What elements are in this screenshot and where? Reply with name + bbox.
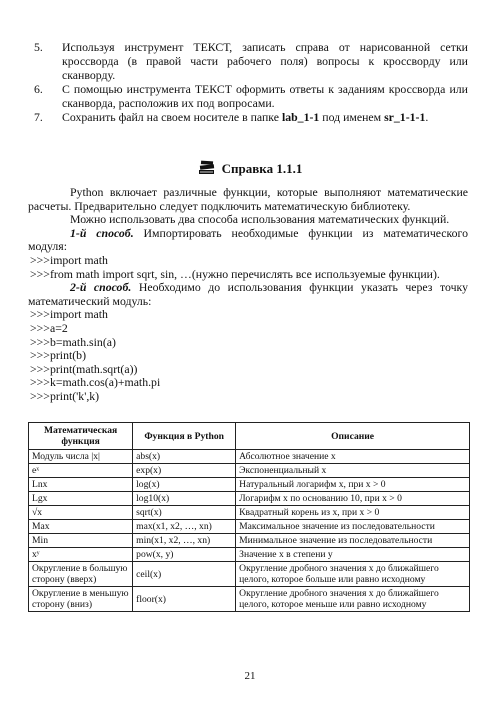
- table-row: [29, 450, 470, 464]
- table-row: [29, 464, 470, 478]
- folder-name: lab_1-1: [281, 110, 320, 124]
- method-1-paragraph: [28, 227, 468, 254]
- code-line: >>>print(b): [30, 348, 86, 363]
- table-cell: sqrt(x): [133, 506, 236, 520]
- code-line: >>>b=math.sin(a): [30, 334, 116, 349]
- table-cell: eˣ: [29, 464, 133, 478]
- table-cell: exp(x): [133, 464, 236, 478]
- step-text: [62, 110, 468, 124]
- method-text: Необходимо до использования функции указать через точку математический модуль:: [28, 280, 468, 308]
- step-number: 7.: [34, 110, 43, 124]
- table-row: [29, 520, 470, 534]
- table-cell: min(x1, x2, …, xn): [133, 534, 236, 548]
- method-label: 1-й способ.: [70, 225, 134, 240]
- step-number: 5.: [34, 40, 43, 54]
- step-5: [28, 40, 468, 82]
- file-name: sr_1-1-1: [384, 110, 426, 124]
- table-cell: Экспоненциальный x: [236, 464, 470, 478]
- column-header: Функция в Python: [133, 423, 236, 450]
- table-cell: Абсолютное значение x: [236, 450, 470, 464]
- step-text: С помощью инструмента ТЕКСТ оформить ответы к заданиям кроссворда или сканворда, расположив их под вопросами.: [62, 82, 468, 110]
- step-text-part: под именем: [319, 110, 385, 124]
- code-line: >>>print('k',k): [30, 388, 100, 403]
- code-line: >>>print(math.sqrt(a)): [30, 361, 138, 376]
- code-line: >>>from math import sqrt, sin, …(нужно перечислять все используемые функции).: [30, 266, 440, 281]
- table-row: [29, 587, 470, 612]
- step-text: Используя инструмент ТЕКСТ, записать справа от нарисованной сетки кроссворда (в правой части рабочего поля) вопросы к кроссворду или сканворду.: [62, 40, 468, 82]
- step-text-part: Сохранить файл на своем носителе в папке: [62, 110, 282, 124]
- table-cell: Логарифм x по основанию 10, при x > 0: [236, 492, 470, 506]
- table-cell: Максимальное значение из последовательности: [236, 520, 470, 534]
- table-cell: Lnx: [29, 478, 133, 492]
- table-row: [29, 478, 470, 492]
- table-cell: Квадратный корень из x, при x > 0: [236, 506, 470, 520]
- table-cell: pow(x, y): [133, 548, 236, 562]
- reference-body: [28, 186, 468, 404]
- table-row: [29, 534, 470, 548]
- table-row: [29, 548, 470, 562]
- functions-table: [28, 422, 470, 612]
- column-header: Математическая функция: [29, 423, 133, 450]
- code-line: >>>import math: [30, 307, 108, 322]
- intro-paragraph: Python включает различные функции, которые выполняют математические расчеты. Предварительно следует подключить математическую библиотеку.: [28, 185, 468, 213]
- table-cell: Min: [29, 534, 133, 548]
- code-line: >>>k=math.cos(a)+math.pi: [30, 375, 161, 390]
- table-cell: abs(x): [133, 450, 236, 464]
- method-text: Импортировать необходимые функции из математического модуля:: [28, 225, 468, 254]
- method-2-paragraph: [28, 281, 468, 308]
- table-cell: max(x1, x2, …, xn): [133, 520, 236, 534]
- table-cell: Округление дробного значения x до ближайшего целого, которое меньше или равно исходному: [236, 587, 470, 612]
- heading-text: Справка 1.1.1: [221, 160, 303, 176]
- table-cell: Округление в меньшую сторону (вниз): [29, 587, 133, 612]
- method-label: 2-й способ.: [70, 280, 132, 295]
- table-cell: log10(x): [133, 492, 236, 506]
- table-cell: Округление дробного значения x до ближайшего целого, которое больше или равно исходному: [236, 562, 470, 587]
- step-text-part: .: [425, 110, 429, 124]
- instruction-steps: [28, 40, 468, 124]
- step-7: [28, 110, 468, 124]
- step-6: [28, 82, 468, 110]
- table-row: [29, 492, 470, 506]
- table-cell: floor(x): [133, 587, 236, 612]
- section-heading: [0, 160, 500, 180]
- column-header: Описание: [236, 423, 470, 450]
- code-line: >>>import math: [30, 252, 108, 267]
- table-cell: ceil(x): [133, 562, 236, 587]
- table-cell: log(x): [133, 478, 236, 492]
- table-cell: Max: [29, 520, 133, 534]
- books-icon: [198, 160, 216, 180]
- step-number: 6.: [34, 82, 43, 96]
- table-cell: Lgx: [29, 492, 133, 506]
- table-cell: xʸ: [29, 548, 133, 562]
- table-cell: Натуральный логарифм x, при x > 0: [236, 478, 470, 492]
- table-row: [29, 506, 470, 520]
- code-line: >>>a=2: [30, 320, 68, 335]
- table-row: [29, 562, 470, 587]
- intro-paragraph: Можно использовать два способа использования математических функций.: [70, 212, 450, 227]
- table-cell: Модуль числа |x|: [29, 450, 133, 464]
- table-cell: Минимальное значение из последовательности: [236, 534, 470, 548]
- table-cell: Округление в большую сторону (вверх): [29, 562, 133, 587]
- page-number: 21: [244, 670, 256, 682]
- table-cell: Значение x в степени y: [236, 548, 470, 562]
- table-cell: √x: [29, 506, 133, 520]
- table-header-row: [29, 423, 470, 450]
